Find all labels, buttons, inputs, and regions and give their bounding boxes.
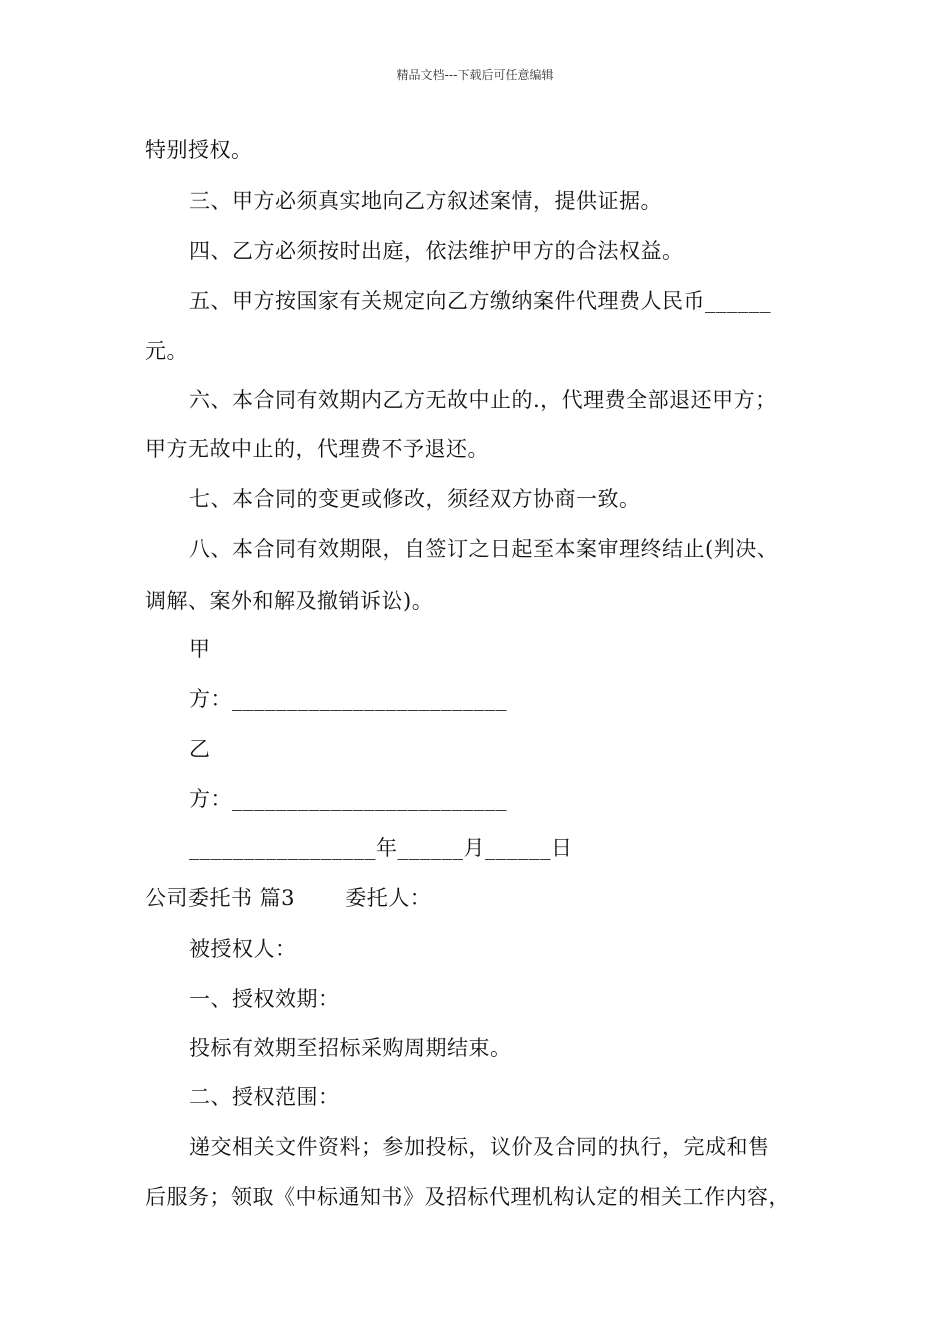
signature-label: 乙 [189, 737, 211, 761]
signature-label: 甲 [189, 637, 211, 661]
paragraph-line: 后服务；领取《中标通知书》及招标代理机构认定的相关工作内容， [145, 1185, 790, 1209]
paragraph-line: 六、本合同有效期内乙方无故中止的.，代理费全部退还甲方； [189, 388, 777, 412]
paragraph-line: 四、乙方必须按时出庭，依法维护甲方的合法权益。 [189, 239, 684, 263]
paragraph-line: 特别授权。 [145, 138, 253, 162]
paragraph-line: 调解、案外和解及撤销诉讼)。 [145, 589, 434, 613]
paragraph-line: 元。 [145, 339, 188, 363]
paragraph-line: 被授权人： [189, 937, 297, 961]
paragraph-line: 八、本合同有效期限，自签订之日起至本案审理终结止(判决、 [189, 537, 779, 561]
signature-line: 方：_________________________ [189, 687, 507, 711]
section-heading: 公司委托书 篇3 委托人： [145, 886, 432, 910]
paragraph-line: 五、甲方按国家有关规定向乙方缴纳案件代理费人民币______ [189, 289, 771, 313]
paragraph-line: 三、甲方必须真实地向乙方叙述案情，提供证据。 [189, 189, 662, 213]
paragraph-line: 投标有效期至招标采购周期结束。 [189, 1036, 512, 1060]
page-header: 精品文档---下载后可任意编辑 [396, 68, 554, 82]
paragraph-line: 递交相关文件资料；参加投标，议价及合同的执行，完成和售 [189, 1135, 770, 1159]
paragraph-line: 二、授权范围： [189, 1085, 340, 1109]
paragraph-line: 甲方无故中止的，代理费不予退还。 [145, 437, 489, 461]
paragraph-line: 七、本合同的变更或修改，须经双方协商一致。 [189, 487, 641, 511]
date-line: _________________年______月______日 [189, 836, 573, 860]
signature-line: 方：_________________________ [189, 787, 507, 811]
paragraph-line: 一、授权效期： [189, 987, 340, 1011]
